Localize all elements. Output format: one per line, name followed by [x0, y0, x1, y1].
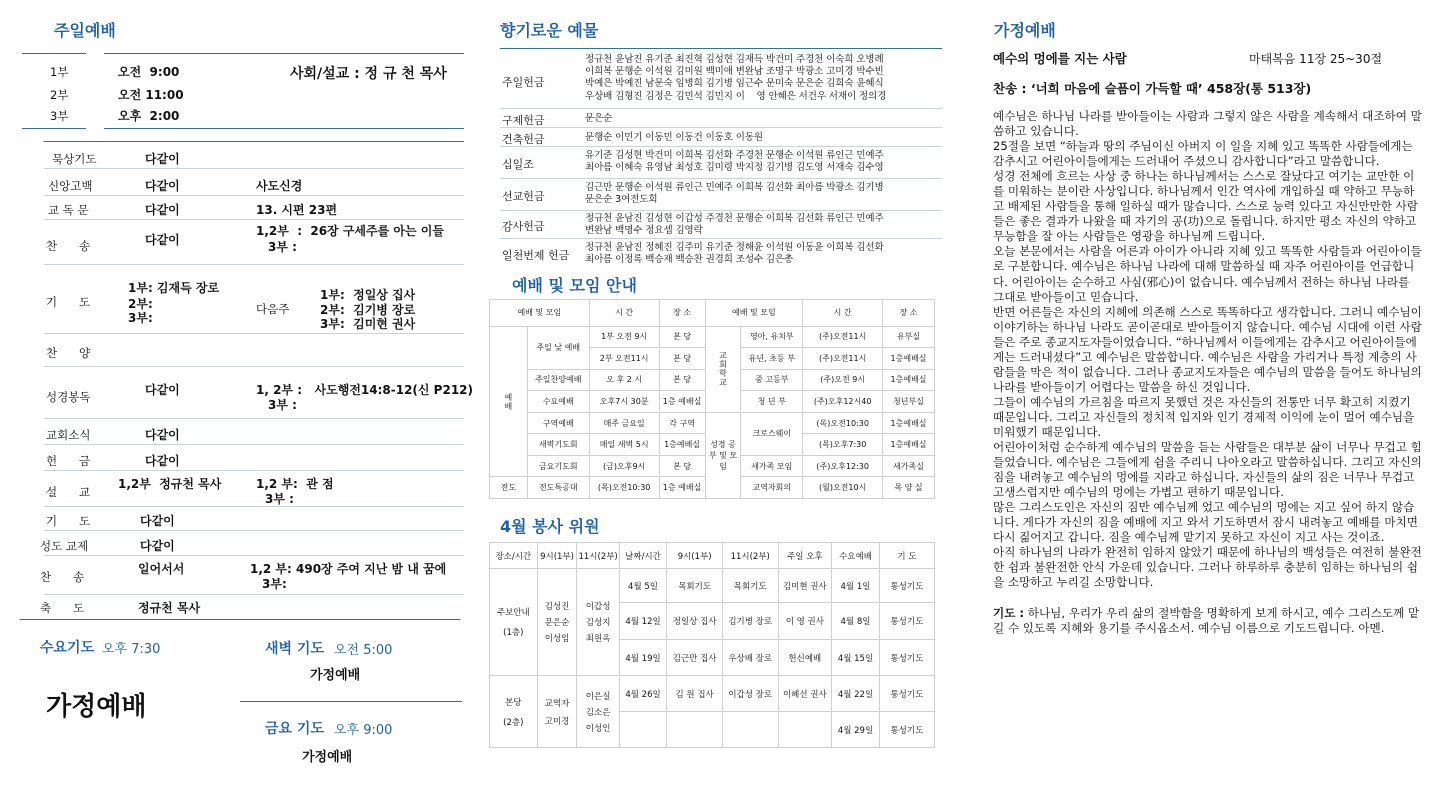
offering-names: 문행순 이민기 이동민 이동건 이동호 이동원 [585, 132, 763, 143]
meeting-time: (목)오후7:30 [803, 434, 883, 456]
order-who: 다같이 [145, 203, 180, 217]
col-header: 9시(1부) [667, 543, 723, 569]
body-paragraph: 반면 어른들은 자신의 지혜에 의존해 스스로 똑똑하다고 생각합니다. 그러니 예수님이 이야기하는 하나님 나라도 곧이곧대로 받아들이지 않습니다. 예수님 시대에 이런 사람들은 주로 종교지도자들이었습니다. “하나님께서 이들에게는 감추시고 어린아이들에게는 드러내셨다”고 예수님은 말씀합니다. 예수님은 사람을 가리거나 특정 계층의 사람들을 막은 적이 없습니다. 그러나 종교지도자들은 예수님의 말씀을 들어도 하나님의 나라를 받아들이기 어렵다는 말씀을 하신 것입니다. [993, 304, 1422, 394]
body-paragraph: 많은 그리스도인은 자신의 짐만 예수님께 었고 예수님의 멍에는 지고 싶어 하지 않습니다. 게다가 자신의 짐을 예배에 지고 와서 기도하면서 잠시 내려놓고 예배를 마치면 다시 짊어지고 갑니다. 짐을 예수님께 맡기지 못하고 자신이 지고 사는 것이죠. [993, 500, 1419, 545]
location-cell [490, 569, 538, 676]
usher-name: 김소은 [585, 707, 611, 718]
meeting-name: 청 년 부 [741, 391, 803, 413]
order-label: 헌 금 [46, 454, 91, 468]
service-time-2: 오전 11:00 [118, 88, 184, 102]
meeting-name: 금요기도회 [527, 455, 589, 477]
order-label: 성도 교제 [40, 539, 89, 553]
meeting-place: 본 당 [659, 455, 705, 477]
body-paragraph: 성경 전체에 흐르는 사상 중 하나는 하나님께서는 스스로 잘났다고 여기는 교만한 이를 미워하는 분이란 사상입니다. 하나님께서 인간 역사에 개입하실 때 약하고 무능하고 배제된 사람들을 통해 일하실 때가 많습니다. 스스로 능력 있다고 자신만만한 사람들은 좋은 결과가 나왔을 때 자기의 공(功)으로 돌립니다. 하지만 평소 자신의 약하고 무능함을 잘 아는 사람들은 영광을 하나님께 드립니다. [993, 169, 1419, 244]
order-label: 신앙고백 [48, 179, 93, 193]
order-label: 교회소식 [46, 428, 91, 442]
usher-cell [577, 676, 619, 748]
body-paragraph: 그들이 예수님의 가르침을 따르지 못했던 것은 자신들의 전통만 너무 확고히 지켰기 때문입니다. 그리고 자신들의 정치적 입지와 인기 경제적 이익에 눈이 멀어 예수님을 미워했기 때문입니다. [993, 394, 1415, 439]
usher-name: 고미경 [544, 716, 570, 727]
offering-row [500, 210, 942, 238]
meeting-time: (금)오후9시 [589, 455, 659, 477]
prayer-cell: 이혜선 권사 [778, 676, 832, 712]
order-who: 다같이 [145, 454, 180, 468]
date-cell: 4월 22일 [832, 676, 880, 712]
prayer-cell: 헌신예배 [778, 640, 832, 676]
offerings-title: 향기로운 예물 [500, 21, 599, 40]
group-label: 교회학교 [705, 326, 741, 412]
divider [44, 195, 464, 196]
col-header: 날짜/시간 [619, 543, 667, 569]
family-title: 가정예배 [994, 21, 1056, 40]
date-cell: 4월 1일 [832, 569, 880, 603]
offering-names: 문은순 [585, 113, 613, 124]
meeting-time: (주)오후12:30 [803, 455, 883, 477]
service-part-2: 2부 [50, 88, 69, 102]
date-cell: 4월 26일 [619, 676, 667, 712]
wed-label: 수요기도 [40, 640, 95, 656]
prayer-cell: 김 원 집사 [667, 676, 723, 712]
usher-cell [537, 569, 577, 676]
divider [22, 53, 86, 54]
date-cell [619, 712, 667, 748]
meeting-name: 교역자회의 [741, 477, 803, 499]
meeting-time: 오후7시 30분 [589, 391, 659, 413]
usher-name: 김성지 [585, 618, 611, 628]
meeting-place: 1층예배실 [883, 348, 935, 370]
prayer-cell: 통성기도 [879, 569, 934, 603]
meeting-place: 본 당 [659, 348, 705, 370]
col-header: 예배 및 모임 [705, 300, 803, 327]
body-paragraph: 25절을 보면 “하늘과 땅의 주님이신 아버지 이 일을 지혜 있고 똑똑한 사람들에게는 감추시고 어린아이들에게는 드러내어 주셨으니 감사합니다”라고 말씀합니다. [993, 139, 1413, 169]
order-who: 다같이 [145, 383, 180, 397]
fri-label: 금요 기도 [265, 721, 324, 737]
body-paragraph: 오늘 본문에서는 사람을 어른과 아이가 아니라 지혜 있고 똑똑한 사람들과 어린아이들로 구분합니다. 예수님은 하나님 나라에 대해 말씀하실 때 자주 어린아이를 언급합니다. 어린아이는 순수하고 사심(邪心)이 없습니다. 예수님께서 전하는 하나님 나라를 그대로 받아들이고 믿습니다. [993, 244, 1422, 304]
meeting-name: 수요예배 [527, 391, 589, 413]
divider [44, 506, 464, 507]
meeting-name: 주일찬양예배 [527, 369, 589, 391]
offering-label: 감사헌금 [502, 220, 545, 233]
group-label: 전도 [490, 477, 528, 499]
meeting-place: 유부실 [883, 326, 935, 348]
meeting-time: (목)오전10:30 [803, 412, 883, 434]
meeting-name: 전도특공대 [527, 477, 589, 499]
offering-label: 건축헌금 [502, 133, 545, 146]
prayer-cell: 김미현 권사 [778, 569, 832, 603]
order-label: 성경봉독 [46, 390, 91, 404]
group-label: 예배 [490, 326, 528, 477]
offering-row [500, 108, 942, 127]
prayer-cell: 정일상 집사 [667, 603, 723, 640]
prayer-line: 1부: 김재득 장로 [128, 281, 220, 295]
prayer-cell [778, 712, 832, 748]
prayer-cell: 통성기도 [879, 603, 934, 640]
usher-name: 이성임 [544, 634, 570, 644]
prayer-cell: 통성기도 [879, 676, 934, 712]
order-label: 찬 양 [46, 346, 91, 360]
date-cell: 4월 19일 [619, 640, 667, 676]
meeting-place: 본 당 [659, 326, 705, 348]
col-header: 장소/시간 [490, 543, 538, 569]
usher-name: 이은실 [585, 691, 611, 702]
prayer-cell: 김근만 집사 [667, 640, 723, 676]
divider [44, 594, 464, 595]
order-note: 1,2부 : 26장 구세주를 아는 이들 [256, 224, 444, 238]
order-note: 13. 시편 23편 [256, 203, 338, 217]
offering-names: 정규천 윤남진 유기준 최진혁 김성현 김재득 박건미 주경천 이숙희 오병례 이희복 문행순 이석원 김미원 백미애 변완남 조명구 박광소 고미경 박수빈 박예은 박예진 남문숙 임병희 김기병 임근수 문미숙 문은순 김희숙 윤혜식 우상배 김형진 김정은 김민석 김민지 이 영 안혜은 서건우 서재이 정의경 [585, 54, 887, 102]
prayer-cell: 이 영 권사 [778, 603, 832, 640]
offering-label: 주일헌금 [502, 76, 545, 89]
order-label: 찬 송 [40, 570, 85, 584]
order-note: 3부 : [265, 492, 294, 506]
order-note: 1,2 부: 관 점 [256, 477, 334, 491]
col-header: 시 간 [589, 300, 659, 327]
order-who: 다같이 [140, 539, 175, 553]
col-header: 장 소 [659, 300, 705, 327]
date-cell: 4월 29일 [832, 712, 880, 748]
col-header: 시 간 [803, 300, 883, 327]
divider [44, 333, 464, 334]
prayer-cell: 목회기도 [667, 569, 723, 603]
meeting-time: 1부 오전 9시 [589, 326, 659, 348]
usher-name: 이성인 [585, 723, 611, 734]
family-hymn: 찬송 : ‘너희 마음에 슬픔이 가득할 때’ 458장(통 513장) [993, 81, 1312, 96]
order-note: 3부 : [268, 240, 297, 254]
meeting-place: 청년부실 [883, 391, 935, 413]
meeting-place: 1층예배실 [883, 369, 935, 391]
meeting-name: 구역예배 [527, 412, 589, 434]
group-label: 성경 공부 및 모임 [705, 412, 741, 498]
family-subject: 예수의 멍에를 지는 사람 [993, 51, 1127, 66]
usher-name: 교역자 [544, 698, 570, 709]
meeting-time: (월)오전10시 [803, 477, 883, 499]
prayer-cell [667, 712, 723, 748]
divider [44, 264, 464, 265]
location-label: 본당 [505, 697, 522, 708]
family-reference: 마태복음 11장 25~30절 [1249, 52, 1383, 66]
meeting-place: 1층예배실 [883, 412, 935, 434]
divider [44, 141, 464, 142]
offering-row [500, 146, 942, 178]
service-time-1: 오전 9:00 [118, 65, 180, 79]
order-who: 정규천 목사 [138, 601, 201, 615]
spacer [993, 591, 1423, 606]
dawn-note: 가정예배 [310, 668, 361, 683]
meeting-time: 매일 새벽 5시 [589, 434, 659, 456]
date-cell: 4월 5일 [619, 569, 667, 603]
order-label: 교 독 문 [48, 203, 89, 217]
meeting-place: 본 당 [659, 369, 705, 391]
dawn-label: 새벽 기도 [265, 641, 324, 657]
order-who: 다같이 [140, 514, 175, 528]
divider [240, 701, 462, 702]
divider [44, 366, 464, 367]
location-floor: (1층) [503, 628, 524, 638]
order-note: 사도신경 [256, 179, 303, 193]
usher-name: 이갑성 [585, 602, 611, 612]
offering-row [500, 52, 942, 108]
location-label: 주보안내 [496, 608, 530, 618]
next-prayer: 3부: 김미현 권사 [320, 317, 416, 331]
order-who: 일어서서 [138, 562, 185, 576]
order-who: 다같이 [145, 152, 180, 166]
divider [20, 619, 460, 620]
divider [104, 53, 464, 54]
col-header: 예배 및 모임 [490, 300, 590, 327]
next-week-label: 다음주 [256, 302, 290, 316]
divider [22, 128, 86, 129]
prayer-text: 하나님, 우리가 우리 삶의 절박함을 명확하게 보게 하시고, 예수 그리스도께 맡길 수 있도록 지혜와 용기를 주시옵소서. 예수님 이름으로 기도드립니다. 아멘. [993, 605, 1420, 635]
usher-cell [537, 676, 577, 748]
order-note: 1, 2부 : 사도행전14:8-12(신 P212) [256, 383, 474, 397]
divider [44, 168, 464, 169]
order-label: 찬 송 [46, 239, 91, 253]
prayer-cell [722, 712, 778, 748]
sunday-title: 주일예배 [54, 21, 116, 40]
meeting-name: 주일 낮 예배 [527, 326, 589, 369]
meeting-time: (주)오전11시 [803, 326, 883, 348]
col-header: 장 소 [883, 300, 935, 327]
prayer-cell: 통성기도 [879, 712, 934, 748]
meetings-title: 예배 및 모임 안내 [512, 276, 637, 295]
service-time-3: 오후 2:00 [118, 109, 180, 123]
usher-cell [577, 569, 619, 676]
volunteers-title: 4월 봉사 위원 [500, 517, 600, 536]
divider [104, 128, 464, 129]
order-who: 다같이 [145, 179, 180, 193]
offering-names: 유기준 김성현 박건미 이희복 김선화 주경천 문행순 이석원 류인근 민예주 최아름 이혜숙 유영남 최성호 김미령 박지정 김기병 김도영 서재숙 김수영 [585, 150, 884, 174]
wed-time: 오후 7:30 [102, 642, 161, 657]
divider [44, 418, 464, 419]
offering-label: 선교헌금 [502, 190, 545, 203]
divider [44, 470, 464, 471]
next-prayer: 1부: 정일상 집사 [320, 288, 416, 302]
meeting-time: (주)오전11시 [803, 348, 883, 370]
dawn-time: 오전 5:00 [334, 643, 393, 658]
meeting-name: 크로스웨이 [741, 412, 803, 455]
order-who: 다같이 [145, 428, 180, 442]
location-cell [490, 676, 538, 748]
meetings-table [489, 299, 935, 499]
date-cell: 4월 8일 [832, 603, 880, 640]
prayer-line: 2부: [128, 297, 153, 311]
usher-name: 문은순 [544, 618, 570, 628]
meeting-time: (주)오전 9시 [803, 369, 883, 391]
prayer-cell: 이갑성 장로 [722, 676, 778, 712]
prayer-cell: 통성기도 [879, 640, 934, 676]
fri-time: 오후 9:00 [334, 723, 393, 738]
meeting-name: 영아, 유치부 [741, 326, 803, 348]
meeting-name: 새벽기도회 [527, 434, 589, 456]
order-note: 3부: [262, 577, 287, 591]
body-paragraph: 예수님은 하나님 나라를 받아들이는 사람과 그렇지 않은 사람을 계속해서 대조하여 말씀하고 있습니다. [993, 109, 1422, 139]
col-header: 9시(1부) [537, 543, 577, 569]
usher-name: 김성진 [544, 602, 570, 612]
order-note: 1,2 부: 490장 주여 지난 밤 내 꿈에 [250, 562, 447, 576]
location-floor: (2층) [503, 717, 524, 728]
meeting-time: 오 후 2 시 [589, 369, 659, 391]
offering-label: 구제헌금 [502, 114, 545, 127]
order-label: 기 도 [46, 514, 91, 528]
col-header: 기 도 [879, 543, 934, 569]
order-label: 묵상기도 [52, 152, 97, 166]
offering-row [500, 178, 942, 210]
prayer-cell: 김기병 장로 [722, 603, 778, 640]
meeting-name: 새가족 모임 [741, 455, 803, 477]
service-part-1: 1부 [50, 65, 69, 79]
divider [44, 219, 464, 220]
order-who: 1,2부 정규천 목사 [118, 477, 222, 491]
order-label: 기 도 [46, 295, 91, 309]
order-label: 설 교 [46, 485, 91, 499]
divider [44, 444, 464, 445]
meeting-place: 1층 예배실 [659, 391, 705, 413]
order-who: 다같이 [145, 233, 180, 247]
meeting-name: 중 고등부 [741, 369, 803, 391]
family-body [993, 109, 1423, 636]
offering-label: 일천번제 헌금 [502, 249, 570, 262]
meeting-time: (목)오전10:30 [589, 477, 659, 499]
divider [500, 48, 942, 49]
divider [44, 530, 464, 531]
offering-label: 십일조 [502, 158, 534, 171]
meeting-time: 2부 오전11시 [589, 348, 659, 370]
offering-row [500, 238, 942, 266]
body-paragraph: 어린아이처럼 순수하게 예수님의 말씀을 듣는 사람들은 대부분 삶이 너무나 무겁고 힘들었습니다. 예수님은 그들에게 쉼을 주리니 나아오라고 말씀하십니다. 그리고 자신의 짐을 내려놓고 예수님의 멍에를 지라고 하십니다. 자신들의 삶의 짐은 너무나 무겁고 고생스럽지만 예수님의 멍에는 가볍고 편하기 때문입니다. [993, 440, 1422, 500]
prayer-line: 3부: [128, 311, 153, 325]
big-note: 가정예배 [46, 692, 147, 722]
volunteers-table [489, 542, 935, 748]
usher-name: 최원옥 [585, 634, 611, 644]
col-header: 11시(2부) [577, 543, 619, 569]
date-cell: 4월 12일 [619, 603, 667, 640]
fri-note: 가정예배 [302, 750, 353, 765]
order-note: 3부 : [268, 398, 297, 412]
meeting-place: 각 구역 [659, 412, 705, 434]
prayer-label: 기도 : [993, 605, 1025, 620]
meeting-place: 1층 예배실 [659, 477, 705, 499]
meeting-place: 새가족실 [883, 455, 935, 477]
service-part-3: 3부 [50, 109, 69, 123]
order-label: 축 도 [40, 601, 85, 615]
offering-names: 정규천 윤남진 정혜진 김주미 유기준 정해윤 이석원 이동윤 이희복 김선화 최아름 이정록 백승재 백승찬 권경희 조성수 김은총 [585, 242, 884, 266]
offering-names: 정규천 윤남진 김성현 이갑성 주경천 문행순 이희복 김선화 류인근 민예주 변완남 백명수 정요셉 김영락 [585, 213, 884, 237]
col-header: 주일 오후 [778, 543, 832, 569]
prayer-cell: 우상배 장로 [722, 640, 778, 676]
col-header: 수요예배 [832, 543, 880, 569]
next-prayer: 2부: 김기병 장로 [320, 303, 416, 317]
meeting-place: 1층예배실 [659, 434, 705, 456]
divider [44, 555, 464, 556]
meeting-time: 매주 금요일 [589, 412, 659, 434]
col-header: 11시(2부) [722, 543, 778, 569]
meeting-name: 유년, 초등 부 [741, 348, 803, 370]
meeting-time: (주)오후12시40 [803, 391, 883, 413]
meeting-place: 목 양 실 [883, 477, 935, 499]
presider: 사회/설교 : 정 규 천 목사 [290, 66, 447, 82]
date-cell: 4월 15일 [832, 640, 880, 676]
offering-names: 김근만 문행순 이석원 류인근 민예주 이희복 김선화 최아름 박광소 김기병 문은순 3여전도회 [585, 182, 884, 206]
body-paragraph: 아직 하나님의 나라가 완전히 임하지 않았기 때문에 하나님의 백성들은 여전히 불완전한 쉼과 불완전한 안식 가운데 있습니다. 그러나 하루하루 충분히 임하는 하나님의 쉼을 소망하고 누리길 소망합니다. [993, 545, 1422, 590]
prayer-paragraph [993, 606, 1423, 636]
prayer-cell: 목회기도 [722, 569, 778, 603]
offering-row [500, 127, 942, 146]
meeting-place: 1층예배실 [883, 434, 935, 456]
